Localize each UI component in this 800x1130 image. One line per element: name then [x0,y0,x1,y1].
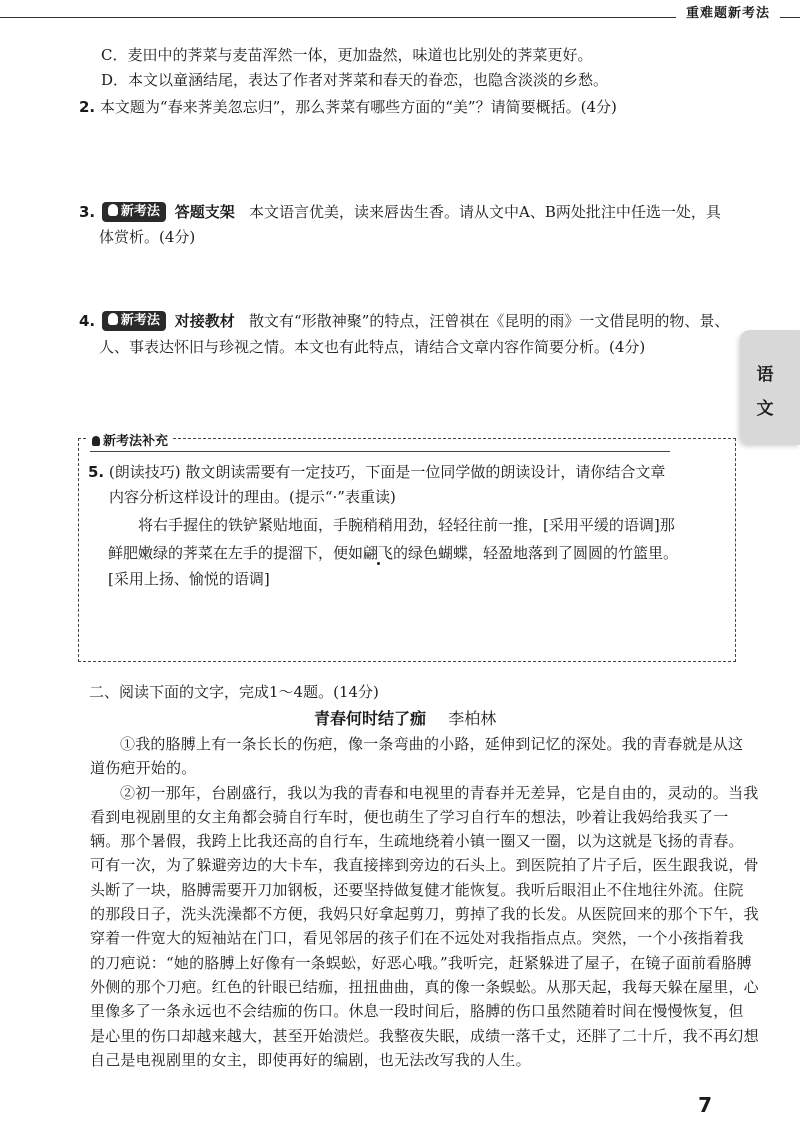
question-3 [79,200,721,224]
body-line: 是心里的伤口却越来越大，甚至开始溃烂。我整夜失眠，成绩一落千丈，还胖了二十斤，我不再幻想 [90,1026,759,1045]
question-text: 散文有“形散神聚”的特点，汪曾祺在《昆明的雨》一文借昆明的物、景、 [249,312,730,330]
body-line: 辆。那个暑假，我跨上比我还高的自行车，生疏地绕着小镇一圈又一圈，以为这就是飞扬的青春。 [90,832,744,851]
stressed-words: 翩飞 [363,544,394,562]
body-line: 里像多了一条永远也不会结痂的伤口。休息一段时间后，胳膊的伤口虽然随着时间在慢慢恢复，但 [90,1002,744,1021]
lightbulb-icon [108,204,118,216]
question-number: 2. [79,98,96,116]
question-text: (朗读技巧) 散文朗读需要有一定技巧，下面是一位同学做的朗读设计，请你结合文章 [108,463,666,481]
article-body [90,732,759,1072]
question-3-cont: 体赏析。(4分) [99,228,196,246]
option-d: D．本文以童涵结尾，表达了作者对荠菜和春天的眷恋，也隐含淡淡的乡愁。 [101,71,609,89]
question-text: 本文题为“春来荠美忽忘归”，那么荠菜有哪些方面的“美”？请简要概括。(4分) [99,98,617,116]
section-tag: 重难题新考法 [676,0,780,28]
subject-side-tab [740,330,800,445]
body-line: 的那段日子，洗头洗澡都不方便，我妈只好拿起剪刀，剪掉了我的长发。从医院回来的那个下午，我 [90,905,759,924]
question-5-cont: 内容分析这样设计的理由。(提示“·”表重读) [109,488,396,506]
reading-design-line-3: [采用上扬、愉悦的语调] [108,570,270,588]
question-label: 答题支架 [174,203,235,221]
question-5 [88,460,665,484]
body-line: ①我的胳膊上有一条长长的伤疤，像一条弯曲的小路，延伸到记忆的深处。我的青春就是从这 [120,735,744,753]
question-number: 5. [88,463,105,481]
section-2-intro: 二、阅读下面的文字，完成1～4题。(14分) [89,683,379,701]
reading-design-line-2: 鲜肥嫩绿的荠菜在左手的提溜下，便如翩飞的绿色蝴蝶，轻盈地落到了圆圆的竹篮里。 [108,544,679,562]
question-label: 对接教材 [174,312,235,330]
supplement-title: 新考法补充 [88,430,172,449]
body-line: 道伤疤开始的。 [90,759,197,778]
reading-design-line-1: 将右手握住的铁铲紧贴地面，手腕稍稍用劲，轻轻往前一推，[采用平缓的语调]那 [138,516,675,534]
question-4-cont: 人、事表达怀旧与珍视之情。本文也有此特点，请结合文章内容作简要分析。(4分) [99,338,646,356]
new-method-badge: 新考法 [102,311,166,331]
supplement-title-rule [90,451,670,452]
page-number: 7 [698,1093,712,1117]
question-text: 本文语言优美，读来唇齿生香。请从文中A、B两处批注中任选一处，具 [249,203,721,221]
question-2 [79,95,617,119]
side-tab-char-2: 文 [756,399,774,419]
option-c: C．麦田中的荠菜与麦苗浑然一体，更加盎然，味道也比别处的荠菜更好。 [101,46,593,64]
body-line: 外侧的那个刀疤。红色的针眼已结痂，扭扭曲曲，真的像一条蜈蚣。从那天起，我每天躲在屋里，心 [90,977,759,996]
lightbulb-icon [92,436,100,446]
question-4 [79,309,729,333]
article-author: 李柏林 [448,709,497,728]
article-title-block [314,706,496,729]
body-line: 头断了一块，胳膊需要开刀加钢板，还要坚持做复健才能恢复。我听后眼泪止不住地往外流。住院 [90,880,744,899]
body-line: 可有一次，为了躲避旁边的大卡车，我直接摔到旁边的石头上。到医院拍了片子后，医生跟我说，骨 [90,856,759,875]
body-line: 自己是电视剧里的女主，即使再好的编剧，也无法改写我的人生。 [90,1050,531,1069]
body-line: 的刀疤说：“她的胳膊上好像有一条蜈蚣，好恶心哦。”我听完，赶紧躲进了屋子，在镜子面前看胳膊 [90,953,752,972]
question-number: 4. [79,312,96,330]
body-line: 穿着一件宽大的短袖站在门口，看见邻居的孩子们在不远处对我指指点点。突然，一个小孩指着我 [90,929,744,948]
side-tab-char-1: 语 [756,365,774,385]
new-method-badge: 新考法 [102,202,166,222]
lightbulb-icon [108,313,118,325]
body-line: 看到电视剧里的女主角都会骑自行车时，便也萌生了学习自行车的想法，吵着让我妈给我买了一 [90,807,729,826]
body-line: ②初一那年，台剧盛行，我以为我的青春和电视里的青春并无差异，它是自由的，灵动的。当我 [120,783,759,802]
question-number: 3. [79,203,96,221]
article-title: 青春何时结了痂 [314,709,427,728]
